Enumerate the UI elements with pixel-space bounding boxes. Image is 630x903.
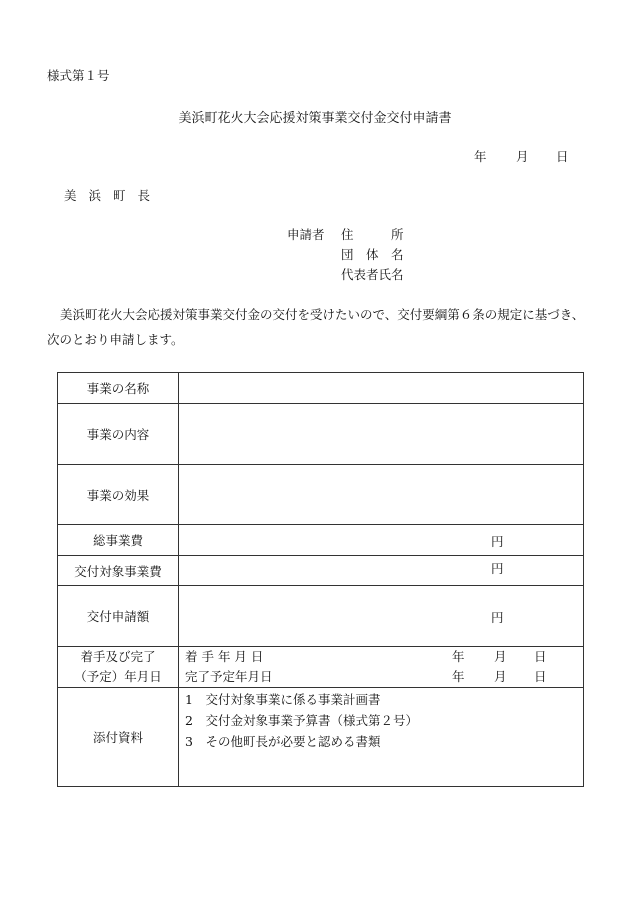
eligible-cost-yen: 円 [491, 561, 504, 576]
end-year: 年 [452, 669, 465, 684]
project-name-label: 事業の名称 [58, 373, 179, 404]
date-day: 日 [556, 149, 569, 164]
project-content-field[interactable] [179, 404, 584, 465]
end-date-label: 完了予定年月日 [185, 669, 273, 684]
end-month: 月 [494, 669, 507, 684]
request-amount-yen: 円 [491, 610, 504, 625]
request-amount-label: 交付申請額 [58, 586, 179, 647]
attachments-field[interactable] [179, 688, 584, 787]
total-cost-yen: 円 [491, 534, 504, 549]
date-month: 月 [516, 149, 529, 164]
form-number: 様式第１号 [47, 68, 110, 83]
table-row [58, 373, 584, 404]
table-row [58, 525, 584, 556]
eligible-cost-label: 交付対象事業費 [58, 556, 179, 586]
start-day: 日 [534, 649, 547, 664]
table-row [58, 404, 584, 465]
table-row [58, 647, 584, 688]
period-label-line-2: （予定）年月日 [74, 669, 162, 684]
addressee: 美浜町長 [64, 188, 163, 203]
date-year: 年 [474, 149, 487, 164]
document-title: 美浜町花火大会応援対策事業交付金交付申請書 [178, 111, 452, 126]
project-content-label: 事業の内容 [58, 404, 179, 465]
table-row [58, 688, 584, 787]
applicant-prefix: 申請者 [287, 227, 325, 242]
start-date-line [179, 647, 583, 667]
table-row [58, 465, 584, 525]
period-label-line-1: 着手及び完了 [80, 649, 156, 664]
lead-paragraph: 美浜町花火大会応援対策事業交付金の交付を受けたいので、交付要綱第６条の規定に基づき、次のとおり申請します。 [47, 307, 585, 347]
eligible-cost-field[interactable] [179, 556, 584, 586]
start-year: 年 [452, 649, 465, 664]
applicant-address-label: 住 所 [341, 227, 404, 242]
applicant-representative-label: 代表者氏名 [341, 267, 404, 282]
table-row [58, 586, 584, 647]
project-effect-field[interactable] [179, 465, 584, 525]
end-date-line [179, 667, 583, 687]
attachment-item: 1 交付対象事業に係る事業計画書 [185, 692, 381, 707]
end-day: 日 [534, 669, 547, 684]
request-amount-field[interactable] [179, 586, 584, 647]
table-row [58, 556, 584, 586]
total-cost-field[interactable] [179, 525, 584, 556]
period-field[interactable] [179, 647, 584, 688]
start-month: 月 [494, 649, 507, 664]
project-effect-label: 事業の効果 [58, 465, 179, 525]
attachment-item: 2 交付金対象事業予算書（様式第２号） [185, 713, 418, 728]
attachments-label: 添付資料 [58, 688, 179, 787]
attachment-item: 3 その他町長が必要と認める書類 [185, 734, 381, 749]
application-table [57, 372, 584, 787]
applicant-organization-label: 団 体 名 [341, 247, 404, 262]
period-label [58, 647, 179, 688]
total-cost-label: 総事業費 [58, 525, 179, 556]
project-name-field[interactable] [179, 373, 584, 404]
start-date-label: 着 手 年 月 日 [185, 649, 264, 664]
